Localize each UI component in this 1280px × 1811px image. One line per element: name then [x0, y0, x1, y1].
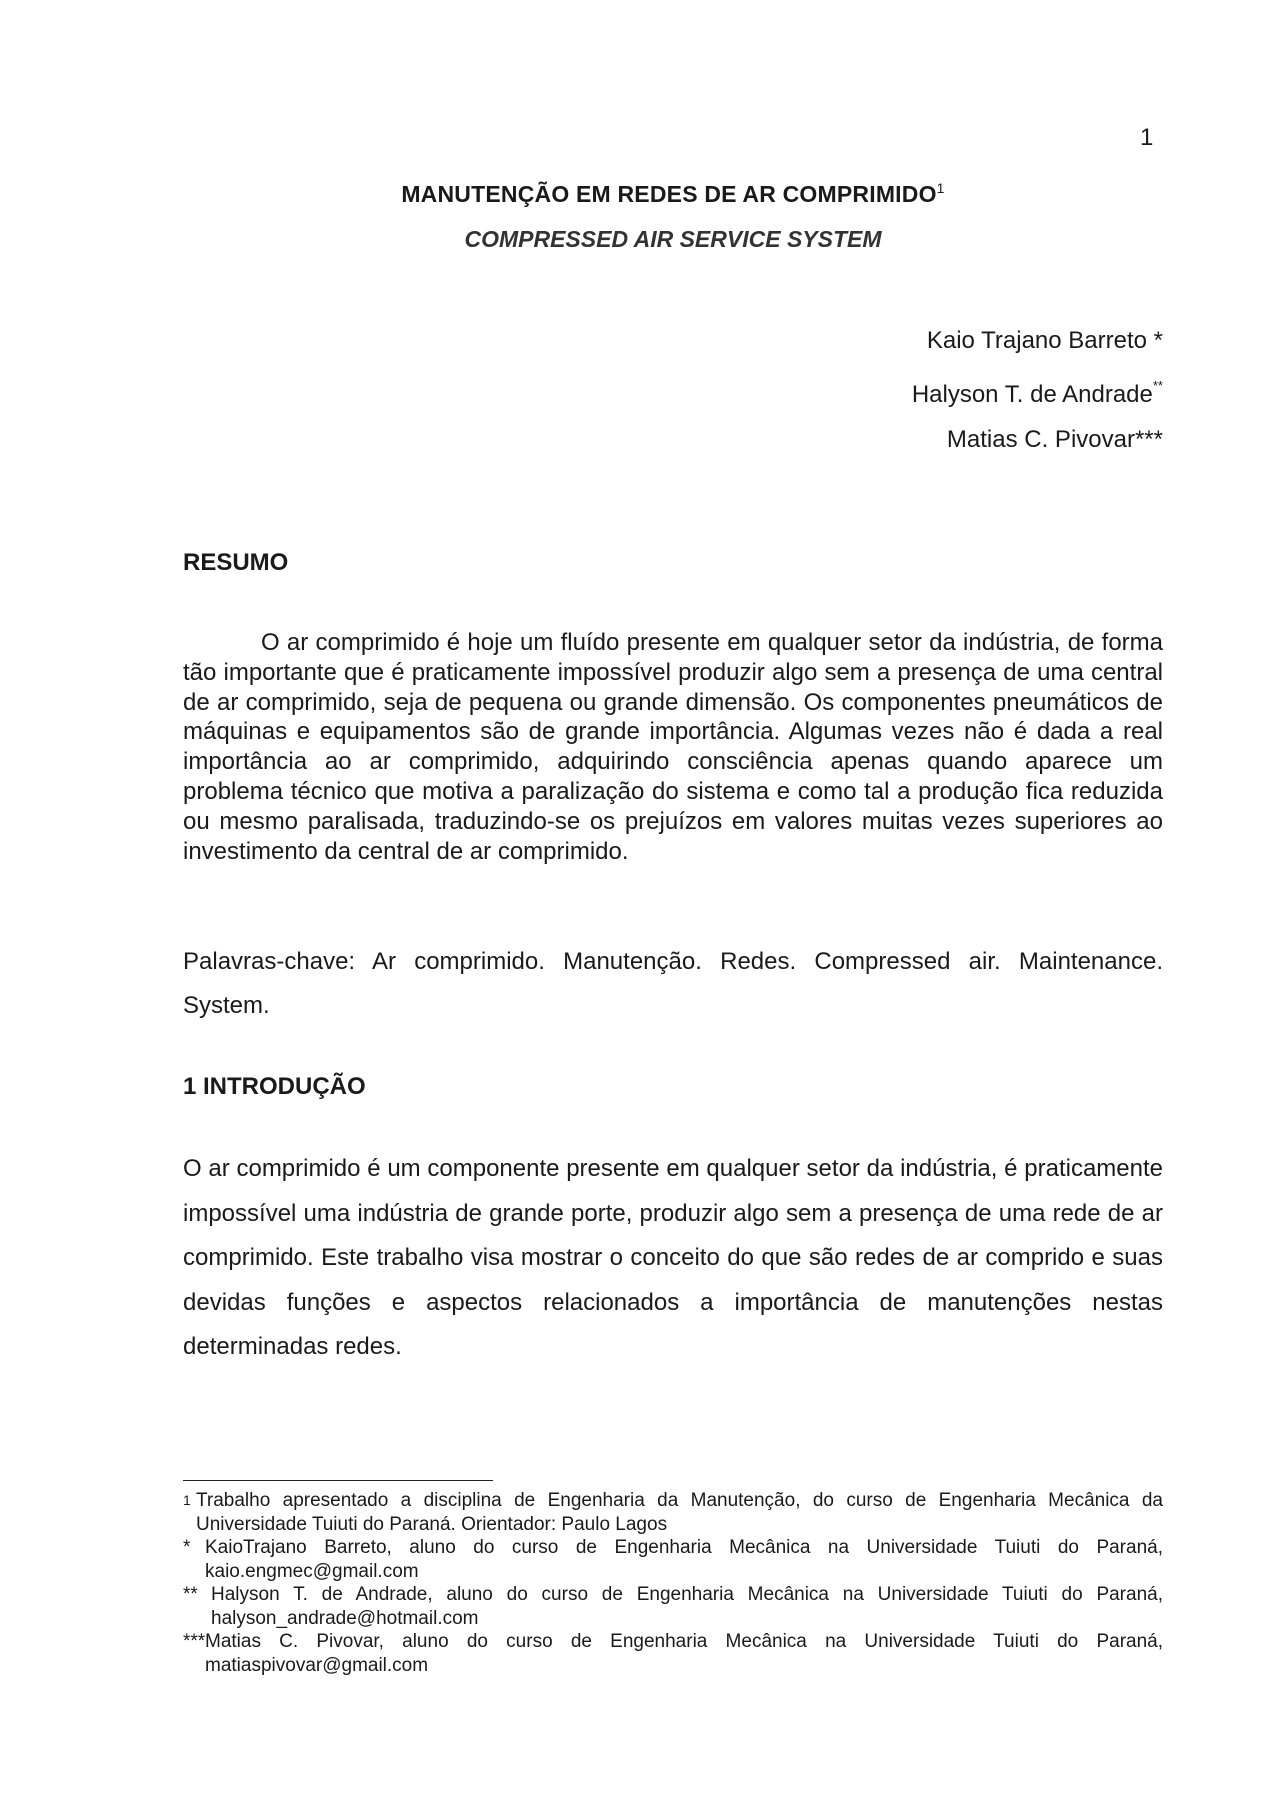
keywords: Palavras-chave: Ar comprimido. Manutenção. Redes. Compressed air. Maintenance. System. — [183, 948, 1163, 1019]
author-line — [912, 417, 1163, 462]
author-mark: * — [1146, 327, 1163, 354]
footnote-mark: *** — [183, 1631, 206, 1652]
abstract-heading: RESUMO — [183, 549, 289, 576]
paper-title-text: MANUTENÇÃO EM REDES DE AR COMPRIMIDO — [401, 181, 937, 207]
author-name: Halyson T. de Andrade — [911, 381, 1153, 408]
author-name: Kaio Trajano Barreto — [926, 327, 1147, 354]
footnote — [183, 1489, 1163, 1536]
author-name: Matias C. Pivovar — [946, 426, 1135, 453]
footnote — [183, 1536, 1163, 1583]
footnote-mark: 1 — [183, 1492, 191, 1508]
footnotes — [183, 1489, 1163, 1677]
footnote-text: KaioTrajano Barreto, aluno do curso de Engenharia Mecânica na Universidade Tuiuti do Paraná, kaio.engmec@gmail.com — [205, 1537, 1163, 1582]
introduction-text: O ar comprimido é um componente presente em qualquer setor da indústria, é praticamente impossível uma indústria de grande porte, produzir algo sem a presença de uma rede de ar comprimido. Este trabalho visa mostrar o conceito do que são redes de ar comprido e suas devidas funções e aspectos relacionados a importância de manutenções nestas determinadas redes. — [183, 1155, 1163, 1360]
author-list — [912, 318, 1163, 462]
footnote — [183, 1630, 1163, 1677]
introduction-heading: 1 INTRODUÇÃO — [183, 1073, 366, 1100]
paper-title-english: COMPRESSED AIR SERVICE SYSTEM — [464, 226, 882, 252]
footnote-mark: ** — [183, 1584, 198, 1605]
title-footnote-ref: 1 — [936, 180, 945, 196]
author-line — [912, 318, 1163, 363]
author-line — [912, 363, 1163, 417]
footnote-text: Trabalho apresentado a disciplina de Engenharia da Manutenção, do curso de Engenharia Mecânica da Universidade Tuiuti do Paraná. Orientador: Paulo Lagos — [196, 1490, 1163, 1535]
author-mark: *** — [1134, 426, 1163, 453]
abstract-text: O ar comprimido é hoje um fluído presente em qualquer setor da indústria, de forma tão importante que é praticamente impossível produzir algo sem a presença de uma central de ar comprimido, seja de pequena ou grande dimensão. Os componentes pneumáticos de máquinas e equipamentos são de grande importância. Algumas vezes não é dada a real importância ao ar comprimido, adquirindo consciência apenas quando aparece um problema técnico que motiva a paralização do sistema e como tal a produção fica reduzida ou mesmo paralisada, traduzindo-se os prejuízos em valores muitas vezes superiores ao investimento da central de ar comprimido. — [183, 629, 1163, 865]
title-block — [183, 180, 1163, 253]
footnote — [183, 1583, 1163, 1630]
footnote-separator — [183, 1480, 493, 1481]
paper-title — [183, 180, 1163, 208]
footnote-text: Matias C. Pivovar, aluno do curso de Engenharia Mecânica na Universidade Tuiuti do Paraná, matiaspivovar@gmail.com — [205, 1631, 1163, 1676]
footnote-mark: * — [183, 1537, 191, 1558]
author-mark: ** — [1152, 378, 1163, 393]
page-number: 1 — [1140, 124, 1154, 151]
footnote-text: Halyson T. de Andrade, aluno do curso de Engenharia Mecânica na Universidade Tuiuti do Paraná, halyson_andrade@hotmail.com — [211, 1584, 1163, 1629]
